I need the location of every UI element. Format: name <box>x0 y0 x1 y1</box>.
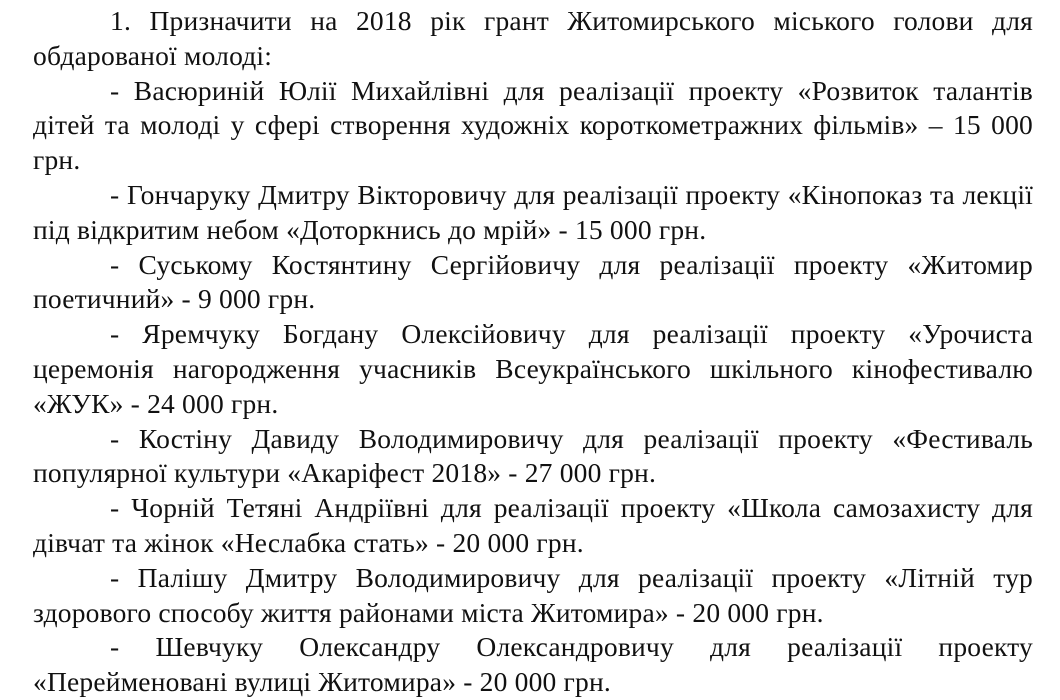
grant-item-chorna: - Чорній Тетяні Андріївні для реалізації проекту «Школа самозахисту для дівчат та жінок «Неслабка стать» - 20 000 грн. <box>33 492 1033 558</box>
document-body <box>33 4 1033 700</box>
grant-item-palish: - Палішу Дмитру Володимировичу для реалізації проекту «Літній тур здорового способу життя районами міста Житомира» - 20 000 грн. <box>33 561 1033 628</box>
grant-item-kostin: - Костіну Давиду Володимировичу для реалізації проекту «Фестиваль популярної культури «Акаріфест 2018» - 27 000 грн. <box>33 422 1033 489</box>
grant-item-yaremchuk: - Яремчуку Богдану Олексійовичу для реалізації проекту «Урочиста церемонія нагородження учасників Всеукраїнського шкільного кінофестивалю «ЖУК» - 24 000 грн. <box>33 318 1033 419</box>
grant-item-vasiurina: - Васюриній Юлії Михайлівні для реалізації проекту «Розвиток талантів дітей та молоді у сфері створення художніх короткометражних фільмів» – 15 000 грн. <box>33 74 1033 176</box>
grant-item-shevchuk: - Шевчуку Олександру Олександровичу для реалізації проекту «Перейменовані вулиці Житомира» - 20 000 грн. <box>33 631 1033 698</box>
paragraph-intro: 1. Призначити на 2018 рік грант Житомирського міського голови для обдарованої молоді: <box>33 5 1033 71</box>
grant-item-honcharuk: - Гончаруку Дмитру Вікторовичу для реалізації проекту «Кінопоказ та лекції під відкритим небом «Доторкнись до мрій» - 15 000 грн. <box>33 178 1033 245</box>
grant-item-suskyi: - Суському Костянтину Сергійовичу для реалізації проекту «Житомир поетичний» - 9 000 грн. <box>33 248 1033 315</box>
